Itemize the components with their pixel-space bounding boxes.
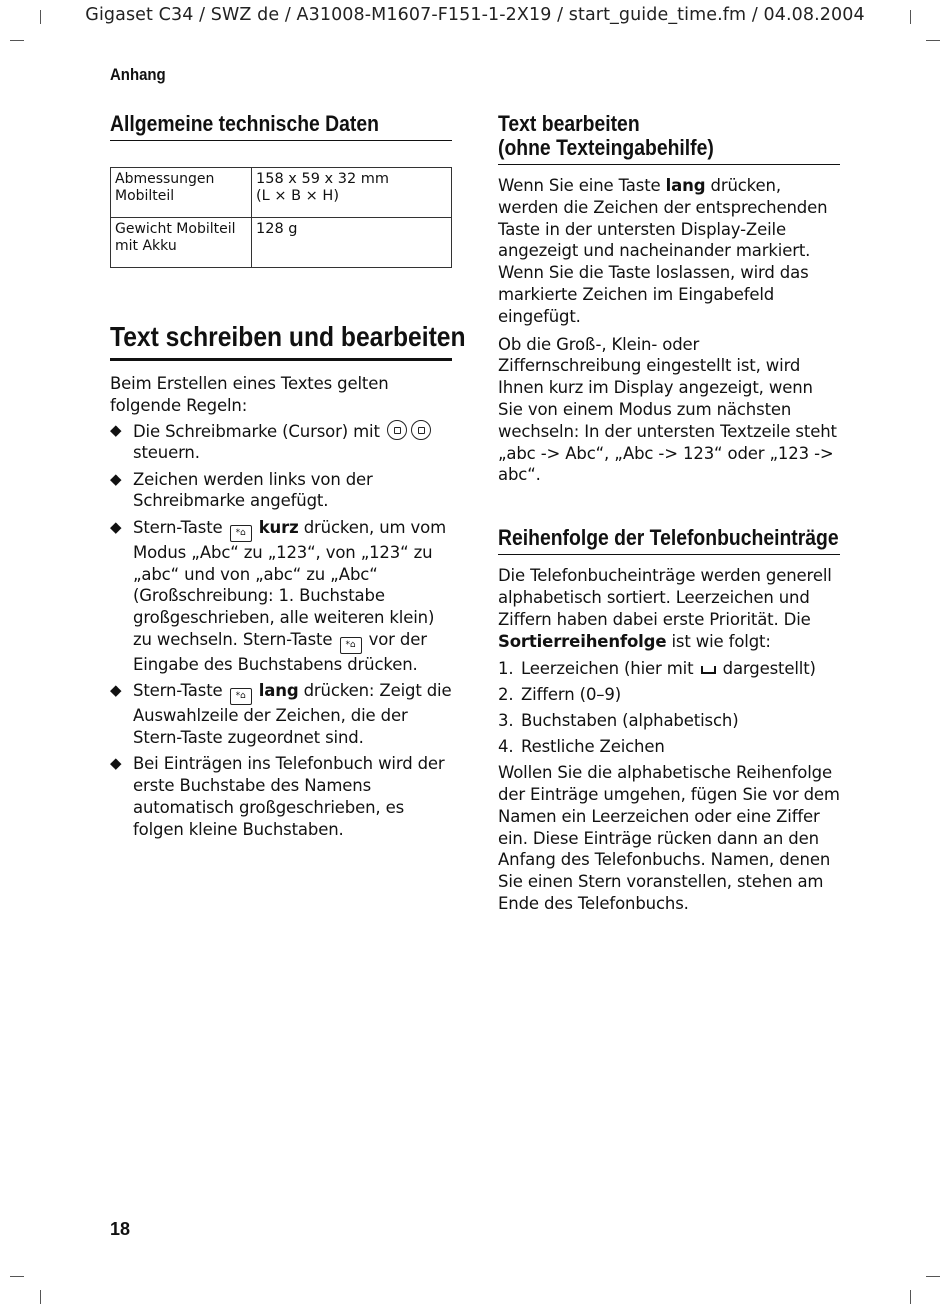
file-header: Gigaset C34 / SWZ de / A31008-M1607-F151-1-2X19 / start_guide_time.fm / 04.08.2004 (85, 5, 865, 25)
star-key-icon: *⌂ (230, 688, 252, 705)
text-write-intro: Beim Erstellen eines Textes gelten folgende Regeln: (110, 374, 389, 415)
list-item: 1. Leerzeichen (hier mit dargestellt) (498, 659, 816, 679)
tech-data-heading: Allgemeine technische Daten (110, 112, 452, 141)
rules-list (110, 420, 452, 841)
text-edit-heading: Text bearbeiten (ohne Texteingabehilfe) (498, 112, 840, 165)
text-edit-paragraph: Ob die Groß-, Klein- oder Ziffernschreibung eingestellt ist, wird Ihnen kurz im Display angezeigt, wenn Sie von einem Modus zum nächsten wechseln: In der untersten Textzeile steht „abc -> Abc“, „Abc -> 123“ oder „123 -> abc“. (498, 334, 837, 485)
list-item: ◆ Die Schreibmarke (Cursor) mit steuern. (110, 420, 452, 465)
table-cell-key: Gewicht Mobilteil mit Akku (111, 218, 252, 268)
list-item: 2. Ziffern (0–9) (498, 685, 622, 705)
space-symbol-icon (701, 666, 716, 674)
list-item: ◆ Stern-Taste *⌂ lang drücken: Zeigt die Auswahlzeile der Zeichen, die der Stern-Taste zugeordnet sind. (110, 681, 452, 748)
list-item: ◆ Bei Einträgen ins Telefonbuch wird der erste Buchstabe des Namens automatisch großgeschrieben, es folgen kleine Buchstaben. (110, 754, 445, 839)
diamond-bullet-icon: ◆ (110, 517, 122, 536)
right-column (498, 112, 840, 921)
crop-mark (926, 40, 940, 41)
phonebook-heading: Reihenfolge der Telefonbucheinträge (498, 526, 840, 555)
diamond-bullet-icon: ◆ (110, 469, 122, 488)
nav-key-icon (411, 420, 431, 440)
table-cell-key: Abmessungen Mobilteil (111, 168, 252, 218)
section-label: Anhang (110, 65, 166, 84)
list-item: 3. Buchstaben (alphabetisch) (498, 711, 739, 731)
table-row (111, 218, 452, 268)
phonebook-paragraph: Wollen Sie die alphabetische Reihenfolge der Einträge umgehen, fügen Sie vor dem Namen ein Leerzeichen oder eine Ziffer ein. Diese Einträge rücken dann an den Anfang des Telefonbuchs. Namen, denen Sie einen Stern voranstellen, stehen am Ende des Telefonbuchs. (498, 763, 840, 914)
crop-mark (926, 1276, 940, 1277)
crop-mark (10, 40, 24, 41)
crop-mark (40, 1290, 41, 1304)
list-item: ◆ Stern-Taste *⌂ kurz drücken, um vom Modus „Abc“ zu „123“, von „123“ zu „abc“ und von „abc“ zu „Abc“ (Großschreibung: 1. Buchstabe großgeschrieben, alle weiteren klein) zu wechseln. Stern-Taste *⌂ vor der Eingabe des Buchstabens drücken. (110, 517, 447, 674)
diamond-bullet-icon: ◆ (110, 681, 122, 700)
star-key-icon: *⌂ (340, 637, 362, 654)
table-cell-value: 158 x 59 x 32 mm (L × B × H) (252, 168, 452, 218)
sort-order-list (498, 658, 840, 758)
diamond-bullet-icon: ◆ (110, 754, 122, 773)
diamond-bullet-icon: ◆ (110, 420, 122, 439)
text-write-heading: Text schreiben und bearbeiten (110, 320, 452, 361)
crop-mark (10, 1276, 24, 1277)
page-number: 18 (110, 1219, 131, 1239)
tech-data-table (110, 167, 452, 268)
left-column (110, 111, 466, 845)
table-row (111, 168, 452, 218)
nav-key-icon (387, 420, 407, 440)
phonebook-paragraph: Die Telefonbucheinträge werden generell alphabetisch sortiert. Leerzeichen und Ziffern haben dabei erste Priorität. Die Sortierreihenfolge ist wie folgt: (498, 566, 832, 651)
table-cell-value: 128 g (252, 218, 452, 268)
crop-mark (910, 1290, 911, 1304)
text-edit-paragraph: Wenn Sie eine Taste lang drücken, werden die Zeichen der entsprechenden Taste in der untersten Display-Zeile angezeigt und nacheinander markiert. Wenn Sie die Taste loslassen, wird das markierte Zeichen im Eingabefeld eingefügt. (498, 176, 828, 326)
star-key-icon: *⌂ (230, 525, 252, 542)
list-item: 4. Restliche Zeichen (498, 737, 665, 757)
list-item: ◆ Zeichen werden links von der Schreibmarke angefügt. (110, 469, 373, 511)
